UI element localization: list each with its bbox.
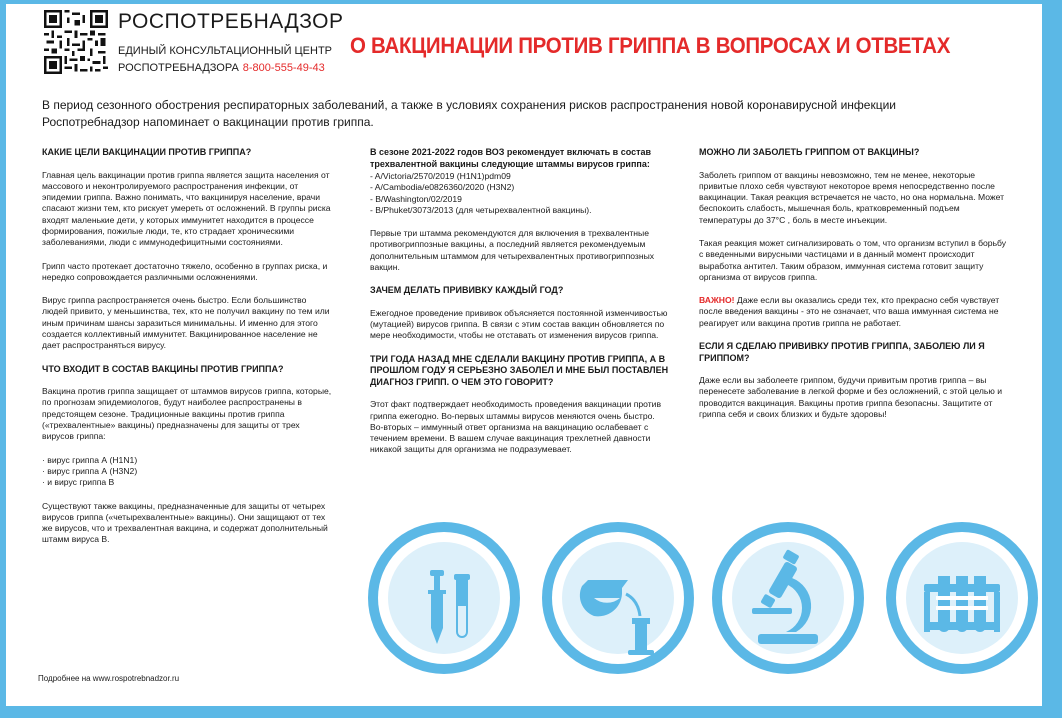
top-strip [6, 0, 1042, 4]
heading-three-years-ago: ТРИ ГОДА НАЗАД МНЕ СДЕЛАЛИ ВАКЦИНУ ПРОТИВ ГРИППА, А В ПРОШЛОМ ГОДУ Я СЕРЬЕЗНО ЗАБОЛЕЛ И МНЕ БЫЛ ПОСТАВЛЕН ДИАГНОЗ ГРИПП. О ЧЕМ ЭТО ГОВОРИТ? [370, 353, 669, 387]
list-item: - B/Washington/02/2019 [370, 193, 462, 204]
column-left [42, 147, 334, 558]
consult-center-line2 [118, 62, 325, 74]
list-item: · вирус гриппа А (H3N2) [42, 465, 138, 476]
paragraph: Вакцина против гриппа защищает от штаммов вирусов гриппа, которые, по прогнозам эпидемиологов, будут наиболее распространены в предстоящем сезоне. Традиционные вакцины против гриппа («трехвалентные» вакцины) предназначены для защиты от трех вирусов гриппа: [42, 386, 332, 442]
paragraph: Первые три штамма рекомендуются для включения в трехвалентные противогриппозные вакцины, а последний является рекомендуемым дополнительным штаммом для четырехвалентных противогриппозных вакцин. [370, 228, 655, 273]
column-right [699, 147, 1009, 432]
list-item: · вирус гриппа А (H1N1) [42, 454, 138, 465]
strain-list [370, 171, 670, 216]
heading-flu-from-vaccine: МОЖНО ЛИ ЗАБОЛЕТЬ ГРИППОМ ОТ ВАКЦИНЫ? [699, 147, 920, 157]
heading-who-strains: В сезоне 2021-2022 годов ВОЗ рекомендует включать в состав трехвалентной вакцины следующие штаммы вирусов гриппа: [370, 147, 652, 169]
list-item: · и вирус гриппа В [42, 477, 115, 488]
paragraph: Заболеть гриппом от вакцины невозможно, тем не менее, некоторые привитые плохо себя чувствуют некоторое время непосредственно после вакцинации. Такая реакция встречается не часто, но она нормальна. Может беспокоить слабость, мышечная боль, кратковременный подъем температуры до 37°С , боль в месте инъекции. [699, 169, 1005, 225]
beaker-pour-icon [542, 522, 694, 674]
hotline-phone: 8-800-555-49-43 [242, 62, 325, 74]
important-paragraph [699, 295, 1009, 329]
heading-vaccination-goals: КАКИЕ ЦЕЛИ ВАКЦИНАЦИИ ПРОТИВ ГРИППА? [42, 147, 252, 157]
intro-text: В период сезонного обострения респираторных заболеваний, а также в условиях сохранения рисков распространения новой коронавирусной инфекции Роспотребнадзор напоминает о вакцинации против гриппа. [42, 98, 896, 129]
column-middle [370, 147, 670, 468]
dropper-vial-icon [368, 522, 520, 674]
list-item: - B/Phuket/3073/2013 (для четырехвалентной вакцины). [370, 204, 592, 215]
paragraph: Такая реакция может сигнализировать о том, что организм вступил в борьбу с введенными вирусными частицами и в данный момент происходит выработка антител. Таким образом, иммунная система готовит защиту организма от вирусов гриппа. [699, 237, 1007, 282]
paragraph: Главная цель вакцинации против гриппа является защита населения от массового и неконтролируемого распространения инфекции, от эпидемии гриппа. Важно понимать, что вакцинируя население, врачи спасают жизни тем, кто рискует умереть от осложнений. В группы риска входят маленькие дети, у которых иммунитет находится в процессе формирования, пожилые люди, те, кто страдает хроническими заболеваниями, люди с иммунодефицитными состояниями. [42, 169, 331, 248]
organization-name: РОСПОТРЕБНАДЗОР [118, 10, 344, 33]
virus-list [42, 455, 334, 489]
important-text: Даже если вы оказались среди тех, кто прекрасно себя чувствует после введения вакцины - это не означает, что ваша иммунная система не реагирует или вакцина против гриппа не работает. [699, 295, 1000, 328]
test-tubes-rack-icon [886, 522, 1038, 674]
paragraph: Этот факт подтверждает необходимость проведения вакцинации против гриппа ежегодно. Во-первых штаммы вирусов меняются очень быстро. Во-вторых – иммунный ответ организма на вакцинацию ослабевает с течением времени. В вашем случае вакцинация трехлетней давности никакой защиты для организма не подразумевает. [370, 399, 662, 455]
important-label: ВАЖНО! [699, 295, 735, 306]
paragraph: Существуют также вакцины, предназначенные для защиты от четырех вирусов гриппа («четырехвалентные» вакцины). Они защищают от тех же вирусов, что и трехвалентная вакцина, и содержат дополнительный штамм вируса В. [42, 500, 328, 545]
list-item: - A/Victoria/2570/2019 (H1N1)pdm09 [370, 171, 511, 181]
paragraph: Даже если вы заболеете гриппом, будучи привитым против гриппа – вы перенесете заболевание в легкой форме и без осложнений, с этой целью и проводится вакцинация. Вакцины против гриппа безопасны. Защитите от гриппа себя и своих близких и будьте здоровы! [699, 375, 1003, 419]
bottom-band [0, 706, 1062, 718]
paragraph: Ежегодное проведение прививок объясняется постоянной изменчивостью (мутацией) вирусов гриппа. В связи с этим состав вакцин обновляется по мере необходимости, чтобы не отставать от изменения вирусов гриппа. [370, 307, 668, 341]
poster-title: О ВАКЦИНАЦИИ ПРОТИВ ГРИППА В ВОПРОСАХ И ОТВЕТАХ [350, 33, 951, 58]
poster-sheet [6, 0, 1042, 706]
heading-will-i-get-sick: ЕСЛИ Я СДЕЛАЮ ПРИВИВКУ ПРОТИВ ГРИППА, ЗАБОЛЕЮ ЛИ Я ГРИППОМ? [699, 341, 985, 363]
consult-center-line1: ЕДИНЫЙ КОНСУЛЬТАЦИОННЫЙ ЦЕНТР [118, 45, 333, 57]
qr-code-icon [44, 10, 108, 74]
microscope-icon [712, 522, 864, 674]
footer-link-text: Подробнее на www.rospotrebnadzor.ru [38, 674, 180, 683]
heading-vaccine-composition: ЧТО ВХОДИТ В СОСТАВ ВАКЦИНЫ ПРОТИВ ГРИППА? [42, 363, 284, 374]
heading-yearly-vaccination: ЗАЧЕМ ДЕЛАТЬ ПРИВИВКУ КАЖДЫЙ ГОД? [370, 285, 564, 296]
paragraph: Грипп часто протекает достаточно тяжело, особенно в группах риска, и нередко сопровождается различными осложнениями. [42, 260, 328, 282]
list-item: - A/Cambodia/e0826360/2020 (H3N2) [370, 182, 515, 193]
consult-center-name: РОСПОТРЕБНАДЗОРА [118, 62, 239, 74]
paragraph: Вирус гриппа распространяется очень быстро. Если большинство людей привито, у меньшинства, тех, кто не получил вакцину по тем или иным причинам шансы заразиться минимальны. И именно для этого создается коллективный иммунитет. Вакцинированное население не дает распространяться вирусу. [42, 295, 330, 351]
